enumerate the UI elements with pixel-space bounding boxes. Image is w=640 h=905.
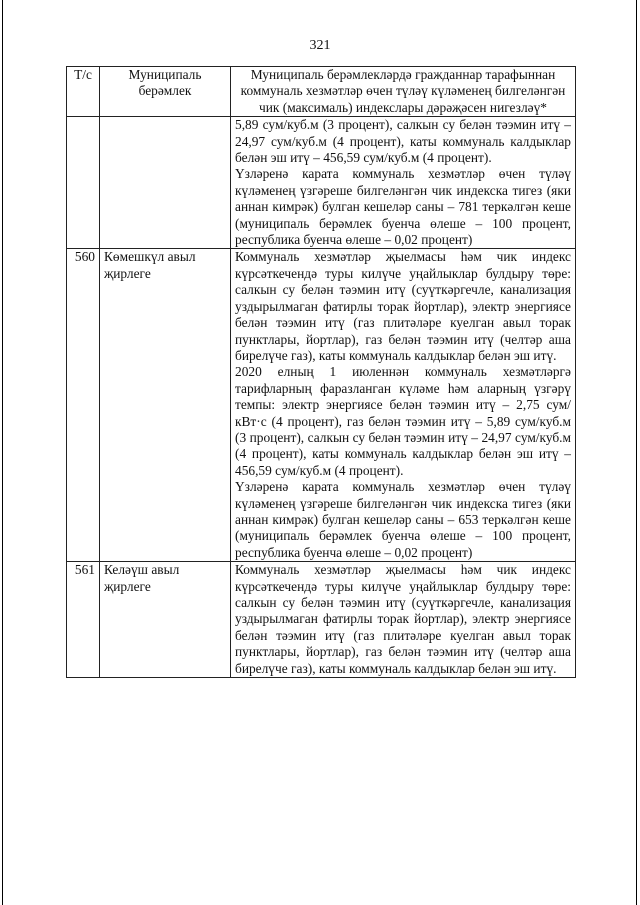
paragraph: 2020 елның 1 июленнән коммуналь хезмәтләргә тарифларның фаразланган күләме һәм аларның үзгәрү темпы: электр энергиясе белән тәэмин итү – 2,75 сум/кВт·с (4 процент), газ белән тәэмин итү – 5,89 сум/куб.м (3 процент), салкын су белән тәэмин итү – 24,97 сум/куб.м (4 процент), каты коммуналь калдыклар белән эш итү – 456,59 сум/куб.м (4 процент). [235, 364, 571, 478]
paragraph: Үзләренә карата коммуналь хезмәтләр өчен түләү күләменең үзгәреше билгеләнгән чик индекска тигез (яки аннан кимрәк) булган кешеләр саны – 781 теркәлгән кеше (муниципаль берәмлек буенча өлеше – 100 процент, республика буенча өлеше – 0,02 процент) [235, 166, 571, 248]
scan-edge-left [2, 0, 3, 905]
table-row-561 [67, 562, 576, 678]
paragraph: Үзләренә карата коммуналь хезмәтләр өчен түләү күләменең үзгәреше билгеләнгән чик индекска тигез (яки аннан кимрәк) булган кешеләр саны – 653 теркәлгән кеше (муниципаль берәмлек буенча өлеше – 100 процент, республика буенча өлеше – 0,02 процент) [235, 479, 571, 560]
scan-edge-right [636, 0, 637, 905]
paragraph: Коммуналь хезмәтләр җыелмасы һәм чик индекс күрсәткечендә туры килүче уңайлыклар булдыру төре: салкын су белән тәэмин итү (суүткәргечле, канализация уздырылмаган фатирлы торак йортлар), электр энергиясе белән тәэмин итү (газ плитәләре куелган авыл торак пунктлары, йортлар), газ белән тәэмин итү (челтәр аша бирелүче газ), каты коммуналь калдыклар белән эш итү. [235, 562, 571, 676]
indices-table [66, 66, 576, 678]
row-indices [231, 249, 576, 562]
row-indices [231, 117, 576, 249]
header-municipality: Муниципаль берәмлек [100, 67, 231, 117]
row-number: 560 [67, 249, 100, 562]
header-number: Т/с [67, 67, 100, 117]
header-indices: Муниципаль берәмлекләрдә гражданнар тарафыннан коммуналь хезмәтләр өчен түләү күләменең билгеләнгән чик (максималь) индекслары дәрәҗәсен нигезләү* [231, 67, 576, 117]
paragraph: Коммуналь хезмәтләр җыелмасы һәм чик индекс күрсәткечендә туры килүче уңайлыклар булдыру төре: салкын су белән тәэмин итү (суүткәргечле, канализация уздырылмаган фатирлы торак йортлар), электр энергиясе белән тәэмин итү (газ плитәләре куелган авыл торак пунктлары, йортлар), газ белән тәэмин итү (челтәр аша бирелүче газ), каты коммуналь калдыклар белән эш итү. [235, 249, 571, 363]
table-row-560 [67, 249, 576, 562]
row-municipality [100, 117, 231, 249]
paragraph: 5,89 сум/куб.м (3 процент), салкын су белән тәэмин итү – 24,97 сум/куб.м (4 процент), каты коммуналь калдыклар белән эш итү – 456,59 сум/куб.м (4 процент). [235, 117, 571, 166]
page-number: 321 [309, 38, 331, 53]
row-municipality: Келәүш авыл җирлеге [100, 562, 231, 678]
row-municipality: Көмешкүл авыл җирлеге [100, 249, 231, 562]
row-indices [231, 562, 576, 678]
row-number: 561 [67, 562, 100, 678]
row-number [67, 117, 100, 249]
table-header-row [67, 67, 576, 117]
table-row-continuation [67, 117, 576, 249]
